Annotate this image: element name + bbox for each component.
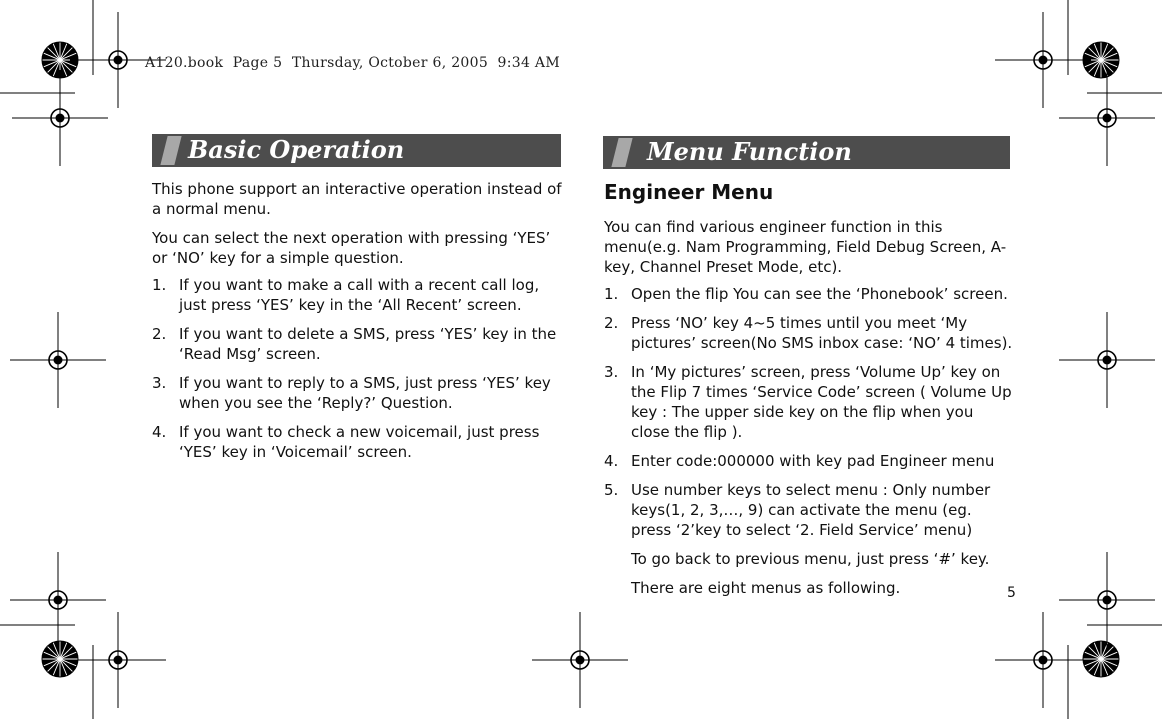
basic-operation-content [152,179,562,471]
list-text: If you want to reply to a SMS, just press ‘YES’ key when you see the ‘Reply?’ Question. [179,374,551,412]
list-number: 3. [604,363,619,381]
intro-paragraph: You can find various engineer function in this menu(e.g. Nam Programming, Field Debug Screen, A-key, Channel Preset Mode, etc). [604,218,1007,276]
list-text: Use number keys to select menu : Only number keys(1, 2, 3,…, 9) can activate the menu (eg. press ‘2’key to select ‘2. Field Service’ menu) [631,481,991,539]
intro-paragraph: This phone support an interactive operation instead of a normal menu. [152,180,562,218]
list-item [604,362,1014,442]
list-text: Enter code:000000 with key pad Engineer menu [631,452,995,470]
page-number: 5 [1007,585,1016,601]
list-item [604,284,1014,304]
list-number: 4. [604,452,619,470]
list-item [604,480,1014,540]
list-item [604,451,1014,471]
engineer-menu-steps [604,284,1014,540]
section-banner-basic-operation [152,134,561,167]
list-number: 1. [152,276,167,294]
section-banner-menu-function [603,136,1010,169]
section-title: Menu Function [647,137,852,166]
banner-ribbon [160,136,181,165]
list-item [152,275,562,315]
list-text: In ‘My pictures’ screen, press ‘Volume Up’ key on the Flip 7 times ‘Service Code’ screen ( Volume Up key : The upper side key on the flip when you close the flip ). [631,363,1012,441]
basic-operation-steps [152,275,562,462]
note-text: There are eight menus as following. [631,579,901,597]
list-item [152,422,562,462]
list-text: Open the flip You can see the ‘Phonebook’ screen. [631,285,1008,303]
list-text: If you want to check a new voicemail, just press ‘YES’ key in ‘Voicemail’ screen. [179,423,540,461]
list-number: 1. [604,285,619,303]
list-text: If you want to make a call with a recent call log, just press ‘YES’ key in the ‘All Recent’ screen. [179,276,540,314]
book-info-header: A120.book Page 5 Thursday, October 6, 2005 9:34 AM [145,55,560,71]
list-item [152,324,562,364]
list-number: 2. [604,314,619,332]
note-text: To go back to previous menu, just press ‘#’ key. [631,550,990,568]
subheading-engineer-menu: Engineer Menu [604,180,774,204]
list-number: 2. [152,325,167,343]
intro-paragraph: You can select the next operation with pressing ‘YES’ or ‘NO’ key for a simple question. [152,229,551,267]
list-text: Press ‘NO’ key 4~5 times until you meet ‘My pictures’ screen(No SMS inbox case: ‘NO’ 4 times). [631,314,1013,352]
section-title: Basic Operation [188,135,405,164]
list-text: If you want to delete a SMS, press ‘YES’ key in the ‘Read Msg’ screen. [179,325,557,363]
list-item [604,313,1014,353]
list-number: 5. [604,481,619,499]
list-number: 3. [152,374,167,392]
list-item [152,373,562,413]
banner-ribbon [611,138,632,167]
menu-function-content [604,179,1014,607]
list-number: 4. [152,423,167,441]
